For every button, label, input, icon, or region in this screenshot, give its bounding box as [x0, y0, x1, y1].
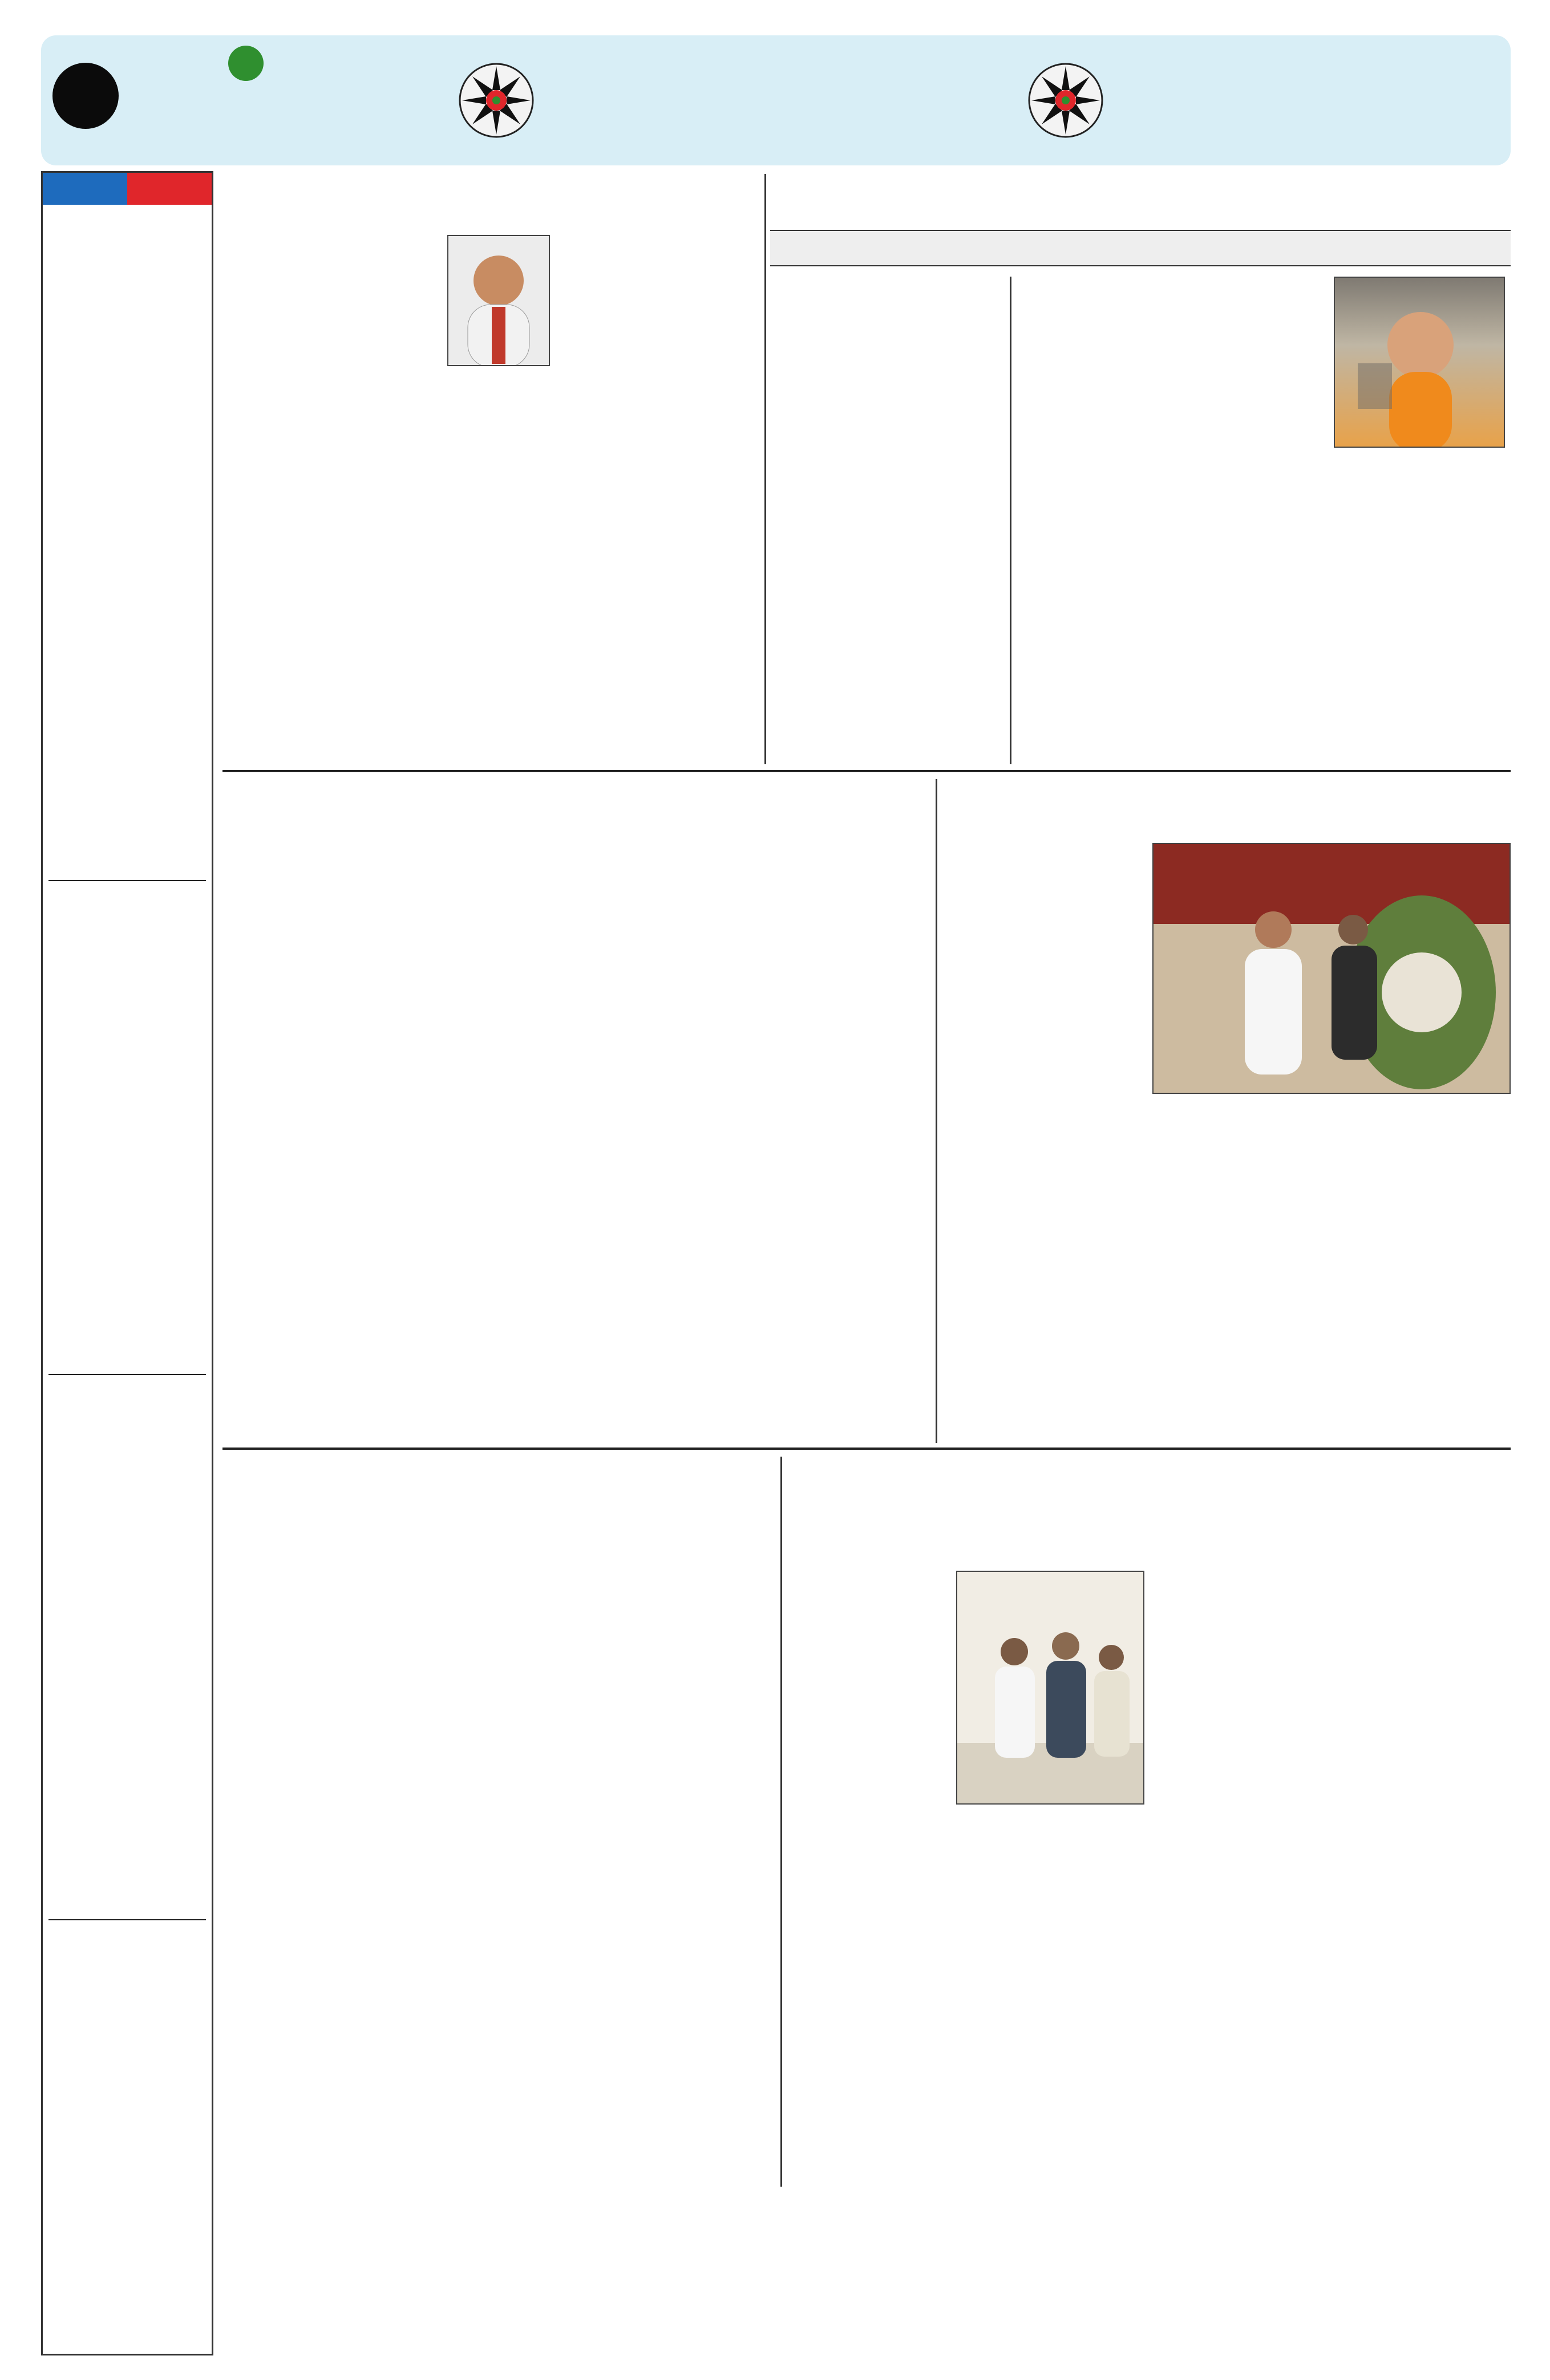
column-rule	[780, 1457, 782, 2187]
farmers-body-col-1	[557, 235, 759, 764]
lead-body-col-3	[890, 277, 1004, 764]
ornament-right-icon	[1026, 60, 1106, 140]
lead-photo	[1334, 277, 1505, 448]
mining-body-col-1	[598, 1571, 775, 2187]
sidebar-label-blue	[43, 173, 127, 205]
column-rule	[764, 174, 766, 764]
lead-headline-row	[770, 174, 1511, 226]
social-body-col-3	[787, 1571, 950, 2187]
portrait-icon	[448, 236, 549, 365]
column-rule	[1010, 277, 1011, 764]
social-body-col-2	[1152, 1571, 1328, 2187]
sidebar-divider	[48, 1919, 206, 1920]
portrait-icon	[1335, 278, 1504, 447]
sidebar-story-3	[48, 1383, 206, 1913]
social-body-col-1	[1334, 1571, 1511, 2187]
lead-highlight-box	[1013, 277, 1326, 448]
pahalgam-body-col-4	[222, 865, 399, 1443]
pahalgam-body-col-2	[582, 865, 753, 1443]
salary-story	[222, 1571, 410, 2187]
sidebar-story-4	[48, 1928, 206, 2350]
paper-logo	[143, 46, 434, 160]
sidebar-divider	[48, 880, 206, 881]
farmers-body-col-3	[222, 235, 442, 764]
sp-photo	[1152, 843, 1511, 1094]
sp-body-col-1	[1334, 1101, 1511, 1443]
sp-body-col-3	[941, 843, 1147, 1443]
column-rule	[936, 779, 937, 1443]
office-photo-icon	[957, 1572, 1143, 1803]
social-photo	[956, 1571, 1144, 1805]
sp-body-col-2	[1152, 1101, 1328, 1443]
page-number-badge	[52, 63, 119, 129]
sidebar-story-2	[48, 889, 206, 1368]
lead-body-col-1	[1334, 456, 1505, 764]
mining-body-col-2	[415, 1571, 592, 2187]
sidebar-divider	[48, 1374, 206, 1375]
section-divider	[222, 1448, 1511, 1450]
farmers-headline-row	[222, 174, 759, 226]
pahalgam-body-col-3	[405, 865, 576, 1443]
sidebar-header	[43, 173, 212, 205]
ornament-left-icon	[456, 60, 536, 140]
lead-body-col-4	[771, 277, 884, 764]
farmers-photo	[447, 235, 550, 366]
logo-badge	[228, 46, 264, 81]
lead-subhead-bar	[770, 230, 1511, 266]
pahalgam-body-col-1	[759, 865, 930, 1443]
sidebar-story-1	[48, 213, 206, 874]
lead-body-col-2	[1013, 456, 1326, 764]
section-divider	[222, 770, 1511, 772]
ceremony-photo-icon	[1154, 844, 1509, 1093]
sidebar-label-red	[127, 173, 212, 205]
sidebar	[41, 171, 213, 2355]
social-body-col-4	[956, 1813, 1144, 2187]
